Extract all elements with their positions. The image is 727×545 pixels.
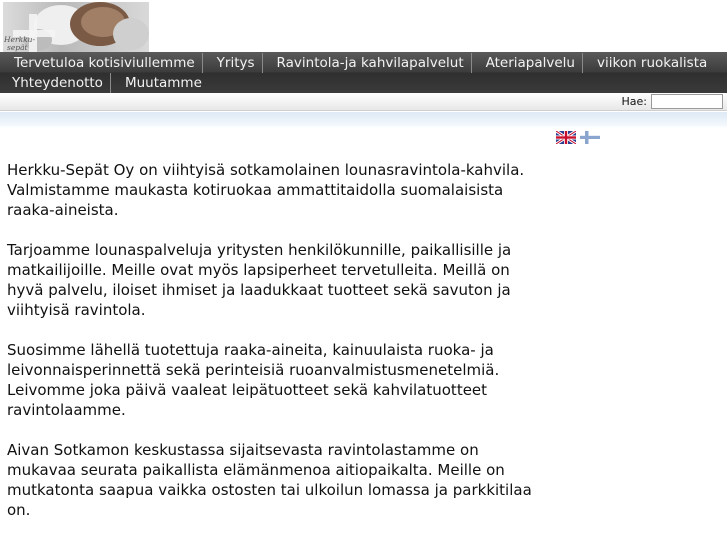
location-paragraph: Aivan Sotkamon keskustassa sijaitsevasta ravintolastamme on mukavaa seurata paikallista elämänmenoa aitiopaikalta. Meille on mutkatonta saapua vaikka ostosten tai ulkoilun lomassa ja parkkitilaa on. <box>7 441 532 519</box>
services-paragraph: Tarjoamme lounaspalveluja yritysten henkilökunnille, paikallisille ja matkailijoille. Meille ovat myös lapsiperheet tervetulleita. Meillä on hyvä palvelu, iloiset ihmiset ja laadukkaat tuotteet sekä savuton ja viihtyisä ravintola. <box>7 241 512 319</box>
site-logo[interactable] <box>3 2 149 53</box>
logo-image <box>3 2 149 53</box>
language-selector <box>556 131 600 144</box>
search-bar <box>0 93 727 111</box>
nav-item-yhteydenotto[interactable]: Yhteydenotto <box>12 75 103 91</box>
main-content <box>7 160 547 540</box>
nav-item-ravintola[interactable]: Ravintola-ja kahvilapalvelut <box>262 53 471 73</box>
intro-paragraph: Herkku-Sepät Oy on viihtyisä sotkamolainen lounasravintola-kahvila. Valmistamme maukasta kotiruokaa ammattitaidolla suomalaisista raaka-aineista. <box>7 161 525 219</box>
logo-text-2: sepät <box>7 43 28 52</box>
search-input[interactable] <box>651 94 723 109</box>
ingredients-paragraph: Suosimme lähellä tuotettuja raaka-aineita, kainuulaista ruoka- ja leivonnaisperinnettä sekä perinteisiä ruoanvalmistusmenetelmiä. Leivomme joka päivä vaaleat leipätuotteet sekä kahvilatuotteet ravintolaamme. <box>7 341 500 419</box>
nav-row-2 <box>0 73 209 93</box>
header-band <box>0 112 727 128</box>
nav-item-tervetuloa[interactable]: Tervetuloa kotisiviullemme <box>14 55 195 71</box>
finnish-flag-icon[interactable] <box>580 131 600 144</box>
logo-text-1: Herkku- <box>4 35 36 44</box>
nav-row-1 <box>0 53 714 73</box>
nav-item-yritys[interactable]: Yritys <box>202 53 262 73</box>
main-navigation <box>0 52 727 93</box>
nav-item-ateriapalvelu[interactable]: Ateriapalvelu <box>471 53 582 73</box>
nav-item-ruokalista[interactable]: viikon ruokalista <box>582 53 714 73</box>
nav-item-muutamme[interactable]: Muutamme <box>110 73 209 93</box>
english-flag-icon[interactable] <box>556 131 576 144</box>
search-label: Hae: <box>621 95 647 108</box>
